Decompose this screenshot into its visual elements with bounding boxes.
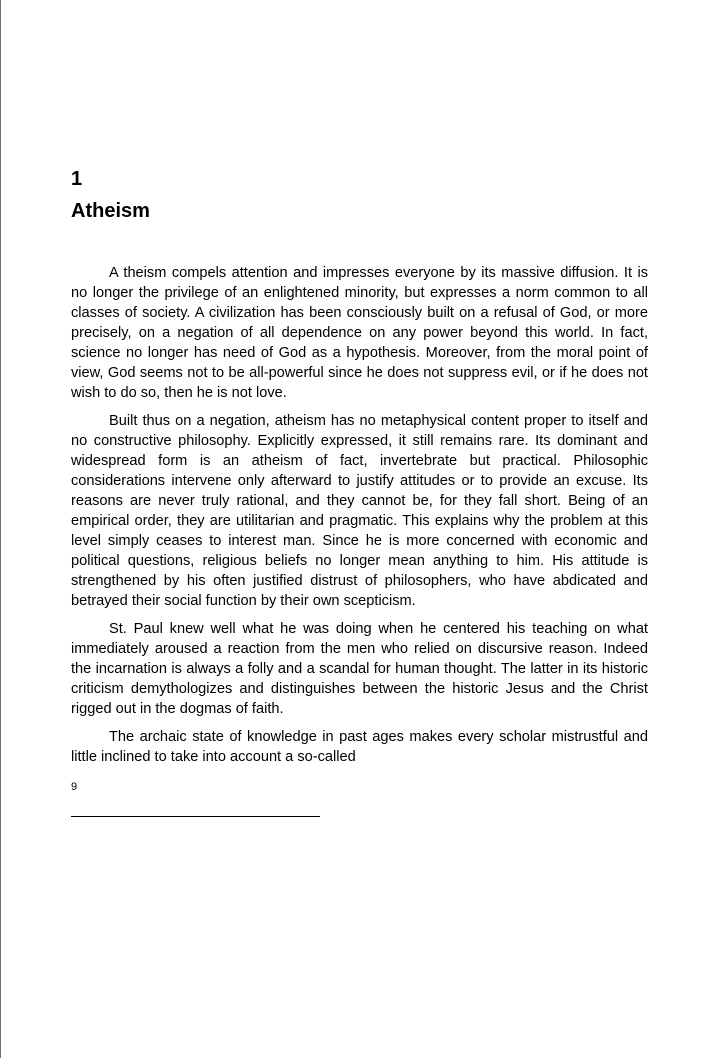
paragraph: A theism compels attention and impresses everyone by its massive diffusion. It is no longer the privilege of an enlightened minority, but expresses a norm common to all classes of society. A civilization has been consciously built on a refusal of God, or more precisely, on a negation of all dependence on any power beyond this world. In fact, science no longer has need of God as a hypothesis. Moreover, from the moral point of view, God seems not to be all-powerful since he does not suppress evil, or if he does not wish to do so, then he is not love. bbox=[71, 265, 648, 401]
paragraph: Built thus on a negation, atheism has no metaphysical content proper to itself and no constructive philosophy. Explicitly expressed, it still remains rare. Its dominant and widespread form is an atheism of fact, invertebrate but practical. Philosophic considerations intervene only afterward to justify attitudes or to provide an excuse. Its reasons are never truly rational, and they cannot be, for they fall short. Being of an empirical order, they are utilitarian and pragmatic. This explains why the problem at this level simply ceases to interest man. Since he is more concerned with economic and political questions, religious beliefs no longer mean anything to him. His attitude is strengthened by his often justified distrust of philosophers, who have abdicated and betrayed their social function by their own scepticism. bbox=[71, 413, 648, 609]
chapter-number: 1 bbox=[71, 168, 83, 190]
page-left-edge bbox=[0, 0, 1, 1058]
page-number: 9 bbox=[71, 781, 78, 793]
body-text bbox=[71, 263, 648, 775]
paragraph: The archaic state of knowledge in past ages makes every scholar mistrustful and little inclined to take into account a so-called bbox=[71, 729, 648, 765]
paragraph: St. Paul knew well what he was doing when he centered his teaching on what immediately aroused a reaction from the men who relied on discursive reason. Indeed the incarnation is always a folly and a scandal for human thought. The latter in its historic criticism demythologizes and distinguishes between the historic Jesus and the Christ rigged out in the dogmas of faith. bbox=[71, 621, 648, 717]
footnote-divider bbox=[71, 816, 320, 817]
chapter-title: Atheism bbox=[71, 200, 150, 222]
